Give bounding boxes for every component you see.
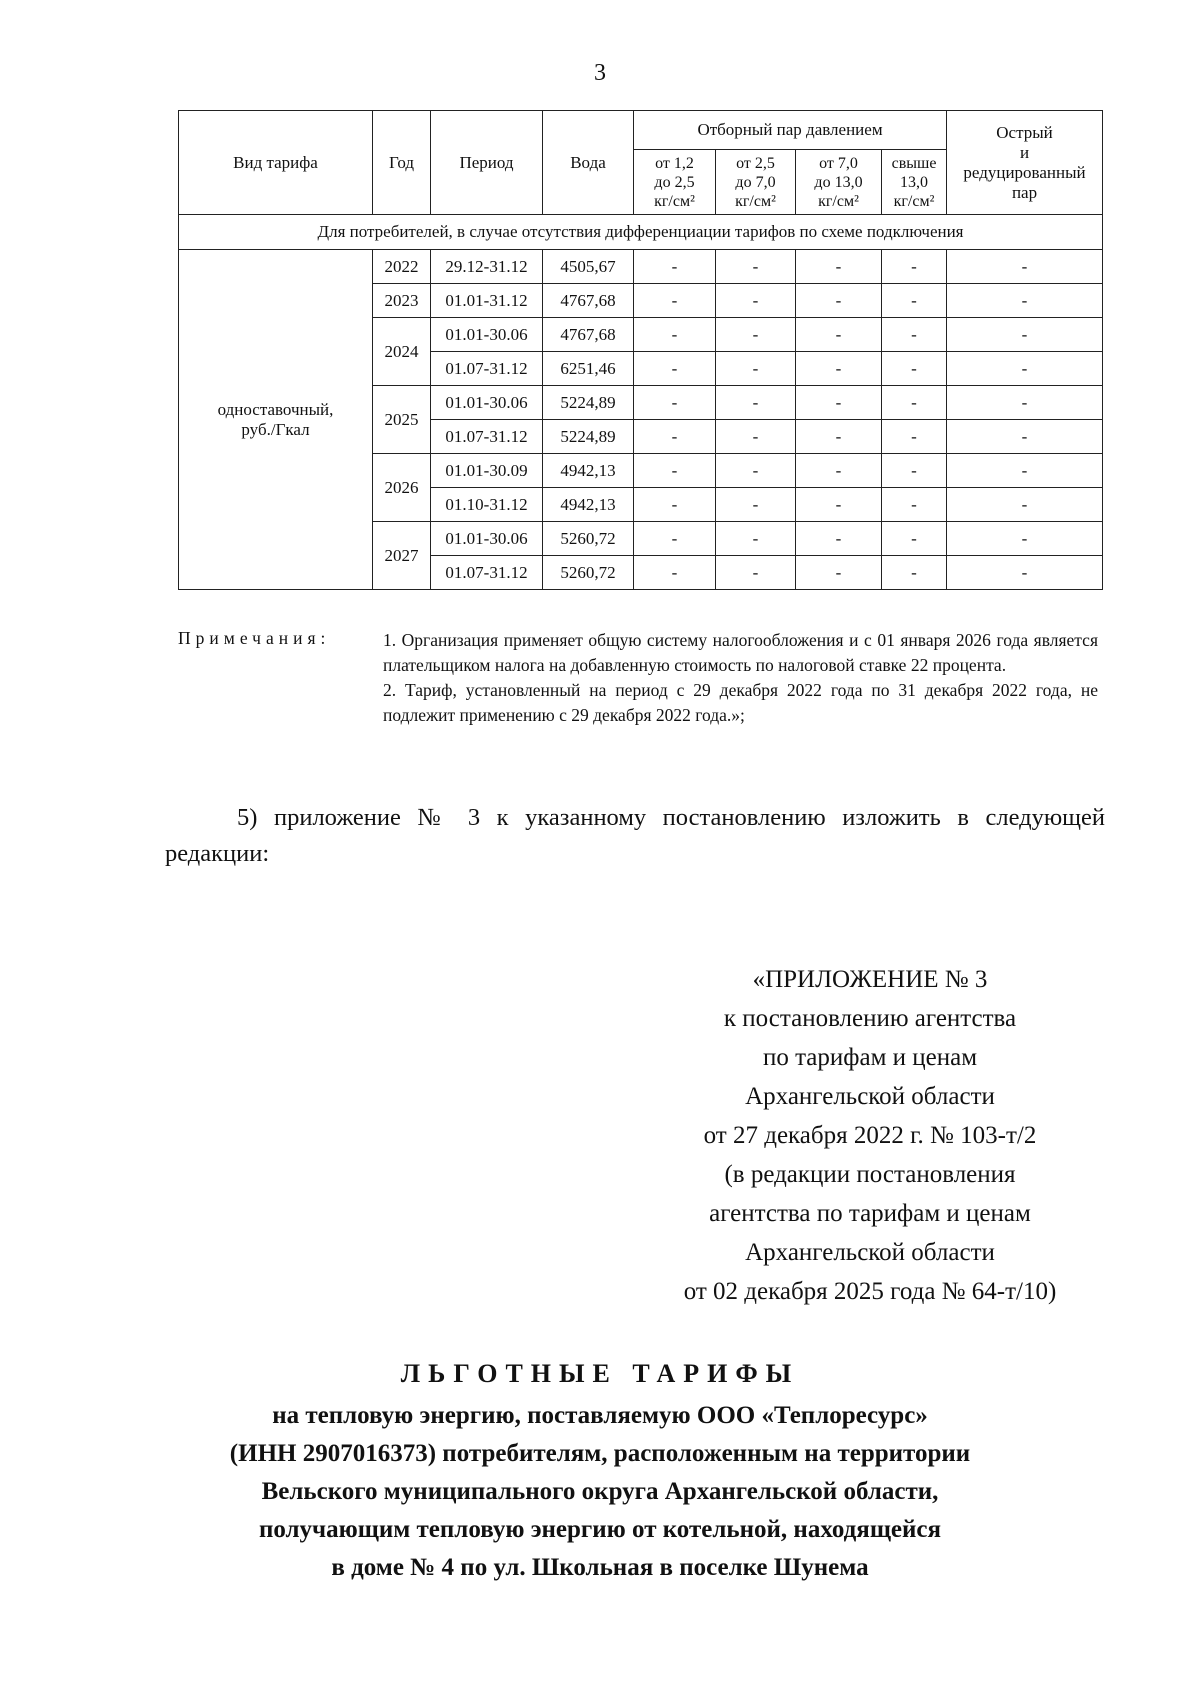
header-steam-1: от 1,2 до 2,5 кг/см² <box>634 150 716 215</box>
period-cell: 01.01-30.06 <box>431 318 543 352</box>
water-cell: 4767,68 <box>543 318 634 352</box>
appendix-line: от 27 декабря 2022 г. № 103-т/2 <box>703 1122 1037 1149</box>
header-steam-4: свыше 13,0 кг/см² <box>882 150 947 215</box>
dash-cell: - <box>634 250 716 284</box>
dash-cell: - <box>882 454 947 488</box>
dash-cell: - <box>634 420 716 454</box>
year-cell: 2025 <box>373 386 431 454</box>
water-cell: 4942,13 <box>543 488 634 522</box>
dash-cell: - <box>634 556 716 590</box>
dash-cell: - <box>716 250 796 284</box>
dash-cell: - <box>882 556 947 590</box>
period-cell: 29.12-31.12 <box>431 250 543 284</box>
year-cell: 2027 <box>373 522 431 590</box>
appendix-line: от 02 декабря 2025 года № 64-т/10) <box>683 1278 1057 1305</box>
title-line: Вельского муниципального округа Архангельской области, <box>261 1478 939 1505</box>
appendix-line: к постановлению агентства <box>723 1005 1017 1032</box>
water-cell: 5224,89 <box>543 386 634 420</box>
dash-cell: - <box>796 488 882 522</box>
period-cell: 01.07-31.12 <box>431 352 543 386</box>
water-cell: 5260,72 <box>543 522 634 556</box>
header-reduced-steam: Острый и редуцированный пар <box>947 111 1103 215</box>
dash-cell: - <box>716 318 796 352</box>
title-line: (ИНН 2907016373) потребителям, расположенным на территории <box>229 1440 971 1467</box>
dash-cell: - <box>716 420 796 454</box>
period-cell: 01.07-31.12 <box>431 420 543 454</box>
dash-cell: - <box>796 284 882 318</box>
dash-cell: - <box>947 556 1103 590</box>
table-row <box>179 250 1103 284</box>
water-cell: 4767,68 <box>543 284 634 318</box>
dash-cell: - <box>796 522 882 556</box>
appendix-line: по тарифам и ценам <box>762 1044 978 1071</box>
dash-cell: - <box>947 420 1103 454</box>
dash-cell: - <box>716 522 796 556</box>
dash-cell: - <box>882 352 947 386</box>
water-cell: 5224,89 <box>543 420 634 454</box>
dash-cell: - <box>634 454 716 488</box>
dash-cell: - <box>947 488 1103 522</box>
year-cell: 2026 <box>373 454 431 522</box>
header-period: Период <box>431 111 543 215</box>
dash-cell: - <box>716 284 796 318</box>
table-group-label: Для потребителей, в случае отсутствия дифференциации тарифов по схеме подключения <box>179 215 1103 250</box>
appendix-line: Архангельской области <box>745 1239 995 1266</box>
dash-cell: - <box>882 284 947 318</box>
water-cell: 6251,46 <box>543 352 634 386</box>
title-line: получающим тепловую энергию от котельной, находящейся <box>258 1516 942 1543</box>
period-cell: 01.01-30.06 <box>431 522 543 556</box>
dash-cell: - <box>796 318 882 352</box>
water-cell: 5260,72 <box>543 556 634 590</box>
header-steam-3: от 7,0 до 13,0 кг/см² <box>796 150 882 215</box>
document-title <box>0 1355 1200 1587</box>
dash-cell: - <box>882 522 947 556</box>
period-cell: 01.01-31.12 <box>431 284 543 318</box>
dash-cell: - <box>796 386 882 420</box>
dash-cell: - <box>947 284 1103 318</box>
dash-cell: - <box>947 250 1103 284</box>
dash-cell: - <box>796 556 882 590</box>
period-cell: 01.01-30.09 <box>431 454 543 488</box>
appendix-line: Архангельской области <box>745 1083 995 1110</box>
period-cell: 01.01-30.06 <box>431 386 543 420</box>
title-line: на тепловую энергию, поставляемую ООО «Теплоресурс» <box>272 1402 928 1429</box>
header-year: Год <box>373 111 431 215</box>
note-item: 2. Тариф, установленный на период с 29 декабря 2022 года по 31 декабря 2022 года, не подлежит применению с 29 декабря 2022 года.»; <box>383 680 1098 725</box>
dash-cell: - <box>716 454 796 488</box>
period-cell: 01.10-31.12 <box>431 488 543 522</box>
title-main: ЛЬГОТНЫЕ ТАРИФЫ <box>400 1359 800 1388</box>
dash-cell: - <box>716 352 796 386</box>
dash-cell: - <box>796 420 882 454</box>
note-item: 1. Организация применяет общую систему налогообложения и с 01 января 2026 года является плательщиком налога на добавленную стоимость по налоговой ставке 22 процента. <box>383 630 1098 675</box>
dash-cell: - <box>716 556 796 590</box>
water-cell: 4942,13 <box>543 454 634 488</box>
year-cell: 2022 <box>373 250 431 284</box>
appendix-line: (в редакции постановления <box>724 1161 1016 1188</box>
header-water: Вода <box>543 111 634 215</box>
dash-cell: - <box>947 318 1103 352</box>
header-steam-group: Отборный пар давлением <box>634 111 947 150</box>
dash-cell: - <box>947 522 1103 556</box>
dash-cell: - <box>634 284 716 318</box>
header-steam-2: от 2,5 до 7,0 кг/см² <box>716 150 796 215</box>
dash-cell: - <box>882 318 947 352</box>
dash-cell: - <box>796 352 882 386</box>
dash-cell: - <box>716 386 796 420</box>
instruction-paragraph: 5) приложение № 3 к указанному постановлению изложить в следующей редакции: <box>165 804 1105 867</box>
dash-cell: - <box>634 352 716 386</box>
appendix-line: агентства по тарифам и ценам <box>709 1200 1031 1227</box>
dash-cell: - <box>947 386 1103 420</box>
water-cell: 4505,67 <box>543 250 634 284</box>
dash-cell: - <box>716 488 796 522</box>
dash-cell: - <box>796 454 882 488</box>
appendix-line: «ПРИЛОЖЕНИЕ № 3 <box>752 966 988 993</box>
year-cell: 2024 <box>373 318 431 386</box>
dash-cell: - <box>634 522 716 556</box>
title-line: в доме № 4 по ул. Школьная в поселке Шунема <box>331 1554 869 1581</box>
tariff-table <box>178 110 1103 590</box>
dash-cell: - <box>882 250 947 284</box>
appendix-heading <box>620 960 1120 1311</box>
dash-cell: - <box>634 386 716 420</box>
dash-cell: - <box>882 488 947 522</box>
notes-label: Примечания: <box>178 628 331 648</box>
dash-cell: - <box>796 250 882 284</box>
dash-cell: - <box>634 318 716 352</box>
period-cell: 01.07-31.12 <box>431 556 543 590</box>
dash-cell: - <box>634 488 716 522</box>
page-number: 3 <box>594 60 606 86</box>
dash-cell: - <box>882 420 947 454</box>
dash-cell: - <box>947 352 1103 386</box>
header-tariff-type: Вид тарифа <box>179 111 373 215</box>
notes-list <box>383 628 1098 728</box>
tariff-type-cell: одноставочный, руб./Гкал <box>179 250 373 590</box>
year-cell: 2023 <box>373 284 431 318</box>
dash-cell: - <box>947 454 1103 488</box>
dash-cell: - <box>882 386 947 420</box>
